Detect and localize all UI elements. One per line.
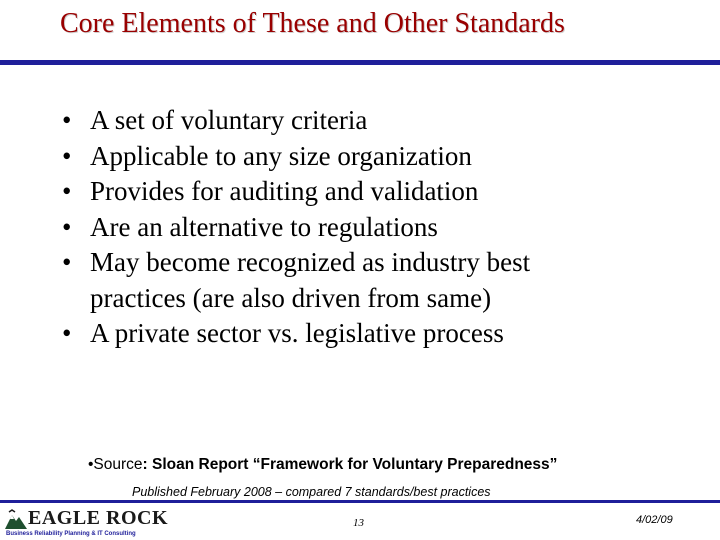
bullet-text: Provides for auditing and validation (90, 176, 479, 206)
list-item (62, 245, 530, 316)
bullet-marker: • (62, 211, 72, 242)
logo-wordmark: EAGLE ROCK (28, 507, 169, 529)
list-item (62, 174, 530, 210)
source-citation (88, 456, 557, 474)
footer-divider (0, 500, 720, 503)
eagle-rock-mountain-icon (4, 509, 28, 531)
bullet-list (62, 103, 530, 352)
bullet-marker: • (62, 176, 72, 206)
list-item (62, 316, 530, 352)
bullet-text: A private sector vs. legislative process (90, 318, 504, 348)
slide-date: 4/02/09 (636, 514, 673, 526)
bullet-marker: • (62, 318, 72, 348)
logo-tagline: Business Reliability Planning & IT Consulting (6, 531, 136, 537)
bullet-text-continuation: practices (are also driven from same) (90, 282, 492, 313)
bullet-text: Are an alternative to regulations (90, 211, 438, 242)
company-logo (4, 507, 169, 537)
list-item (62, 103, 530, 139)
slide-title: Core Elements of These and Other Standards (60, 8, 565, 39)
bullet-text: May become recognized as industry best (90, 247, 531, 277)
bullet-marker: • (62, 140, 72, 171)
bullet-text: Applicable to any size organization (90, 140, 472, 171)
published-note: Published February 2008 – compared 7 standards/best practices (132, 485, 491, 499)
list-item (62, 210, 530, 246)
source-label: •Source (88, 456, 143, 473)
title-divider (0, 60, 720, 65)
page-number: 13 (353, 517, 364, 529)
list-item (62, 139, 530, 175)
source-text: : Sloan Report “Framework for Voluntary Preparedness” (142, 456, 558, 473)
bullet-marker: • (62, 105, 72, 135)
bullet-marker: • (62, 247, 72, 277)
bullet-text: A set of voluntary criteria (90, 105, 368, 135)
